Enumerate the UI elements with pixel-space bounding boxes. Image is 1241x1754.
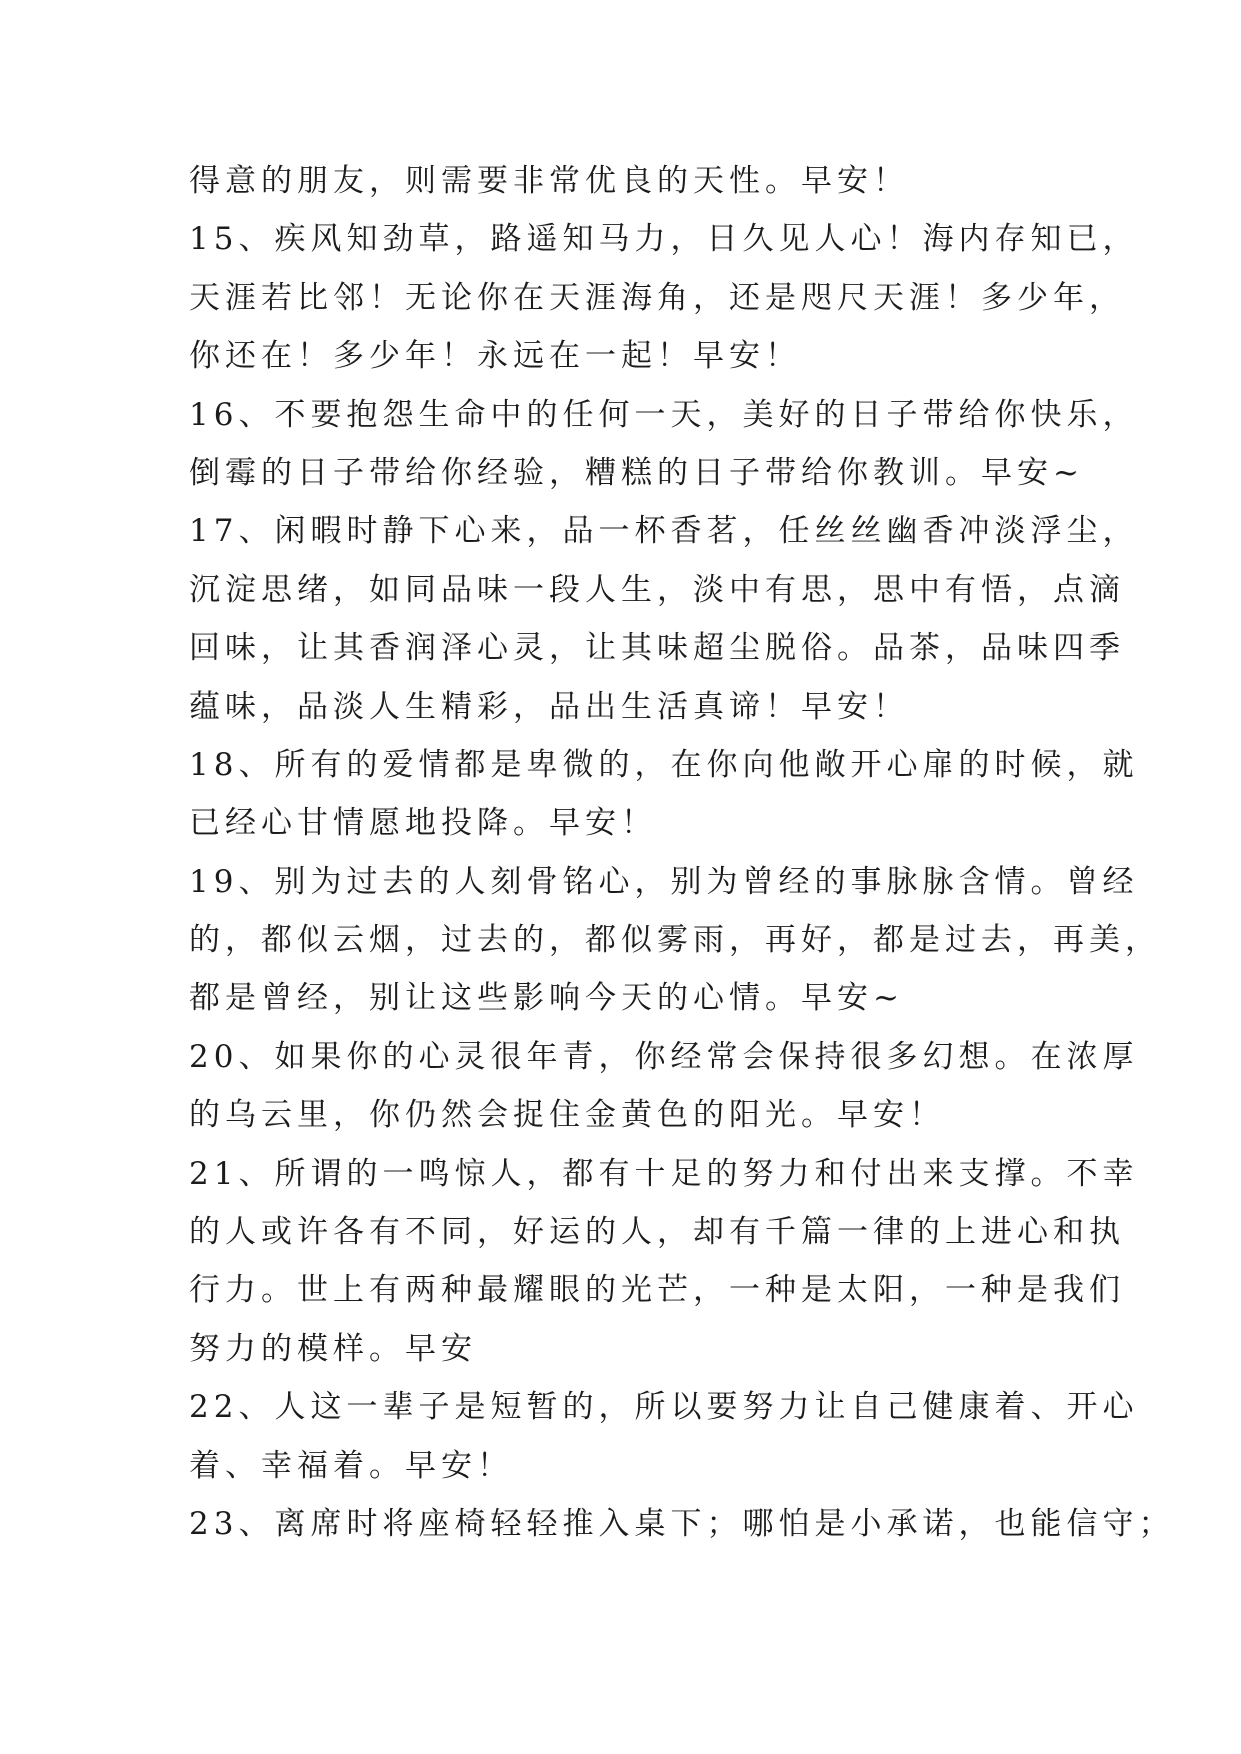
text-line: 努力的模样。早安 [189,1330,477,1367]
text-line: 的，都似云烟，过去的，都似雾雨，再好，都是过去，再美， [189,922,1161,959]
text-line: 沉淀思绪，如同品味一段人生，淡中有思，思中有悟，点滴 [189,571,1125,608]
text-line: 的乌云里，你仍然会捉住金黄色的阳光。早安！ [189,1097,945,1134]
text-line: 你还在！多少年！永远在一起！早安！ [189,338,801,375]
text-line: 17、闲暇时静下心来，品一杯香茗，任丝丝幽香冲淡浮尘， [189,513,1139,550]
text-line: 着、幸福着。早安！ [189,1447,513,1484]
text-line: 蕴味，品淡人生精彩，品出生活真谛！早安！ [189,688,909,725]
text-line: 20、如果你的心灵很年青，你经常会保持很多幻想。在浓厚 [189,1038,1139,1075]
document-body [189,152,1175,1553]
text-line: 已经心甘情愿地投降。早安！ [189,805,657,842]
text-line: 得意的朋友，则需要非常优良的天性。早安！ [189,163,909,199]
text-line: 回味，让其香润泽心灵，让其味超尘脱俗。品茶，品味四季 [189,630,1125,667]
text-line: 23、离席时将座椅轻轻推入桌下；哪怕是小承诺，也能信守； [189,1505,1175,1542]
text-line: 的人或许各有不同，好运的人，却有千篇一律的上进心和执 [189,1214,1125,1251]
text-line: 天涯若比邻！无论你在天涯海角，还是咫尺天涯！多少年， [189,279,1125,316]
text-line: 21、所谓的一鸣惊人，都有十足的努力和付出来支撑。不幸 [189,1155,1139,1192]
text-line: 19、别为过去的人刻骨铭心，别为曾经的事脉脉含情。曾经 [189,863,1139,900]
text-line: 15、疾风知劲草，路遥知马力，日久见人心！海内存知已， [189,221,1139,258]
text-line: 18、所有的爱情都是卑微的，在你向他敞开心扉的时候，就 [189,746,1139,783]
text-line: 都是曾经，别让这些影响今天的心情。早安~ [189,980,904,1017]
text-line: 22、人这一辈子是短暂的，所以要努力让自己健康着、开心 [189,1389,1139,1426]
text-line: 16、不要抱怨生命中的任何一天，美好的日子带给你快乐， [189,396,1139,433]
text-line: 行力。世上有两种最耀眼的光芒，一种是太阳，一种是我们 [189,1272,1125,1309]
text-line: 倒霉的日子带给你经验，糟糕的日子带给你教训。早安~ [189,454,1084,491]
